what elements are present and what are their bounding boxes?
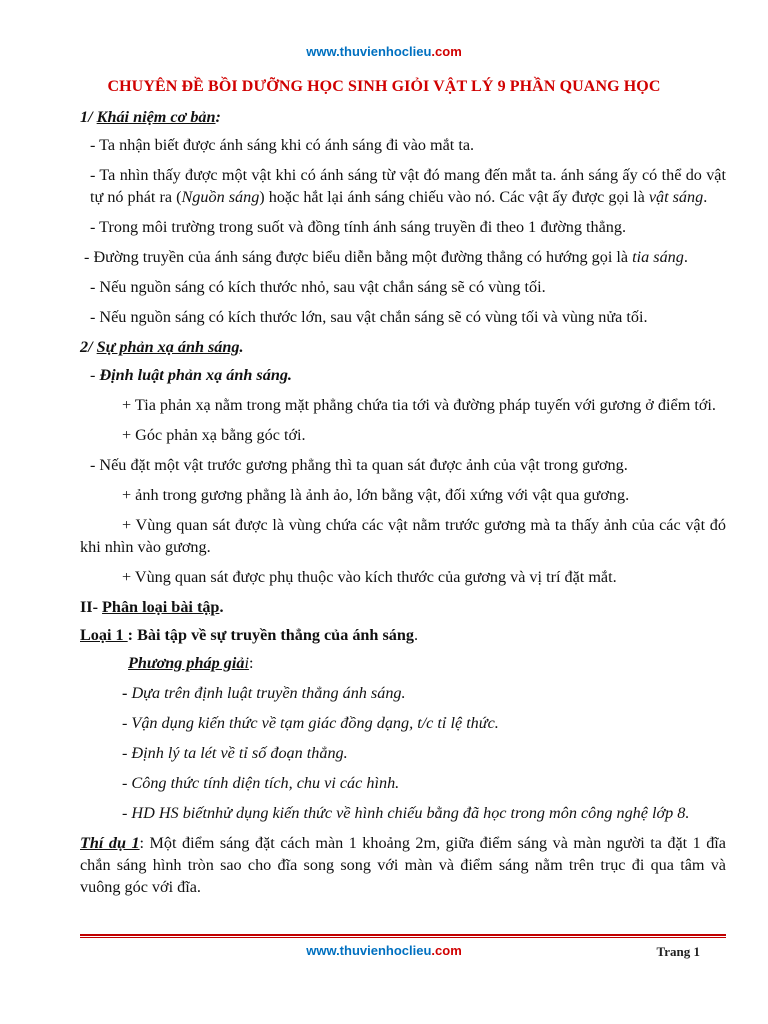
paragraph: - Trong môi trường trong suốt và đồng tính ánh sáng truyền đi theo 1 đường thẳng. bbox=[90, 218, 626, 236]
subheading-law: - Định luật phản xạ ánh sáng. bbox=[90, 366, 292, 384]
method-item: - Công thức tính diện tích, chu vi các hình. bbox=[122, 774, 400, 792]
method-item: - Vận dụng kiến thức về tạm giác đồng dạng, t/c tỉ lệ thức. bbox=[122, 714, 499, 732]
paragraph: - Đường truyền của ánh sáng được biểu diễn bằng một đường thẳng có hướng gọi là tia sáng. bbox=[84, 248, 688, 266]
method-item: - Định lý ta lét về tỉ số đoạn thẳng. bbox=[122, 744, 348, 762]
footer-divider bbox=[80, 934, 726, 936]
paragraph: + Tia phản xạ nằm trong mặt phẳng chứa tia tới và đường pháp tuyến với gương ở điểm tới. bbox=[122, 396, 716, 414]
footer-site-name[interactable]: www.thuvienhoclieu bbox=[306, 943, 432, 958]
section1-heading: 1/ Khái niệm cơ bản: bbox=[80, 108, 221, 126]
exercise-type-heading: Loại 1 : Bài tập về sự truyền thẳng của ánh sáng. bbox=[80, 626, 419, 644]
method-item: - Dựa trên định luật truyền thẳng ánh sáng. bbox=[122, 684, 406, 702]
page-number: Trang 1 bbox=[656, 944, 700, 959]
header-site-name[interactable]: www.thuvienhoclieu bbox=[306, 44, 432, 59]
section3-heading: II- Phân loại bài tập. bbox=[80, 598, 224, 616]
document-body bbox=[80, 106, 726, 906]
paragraph: + Góc phản xạ bằng góc tới. bbox=[122, 426, 306, 444]
document-title: CHUYÊN ĐỀ BỒI DƯỠNG HỌC SINH GIỎI VẬT LÝ 9 PHẦN QUANG HỌC bbox=[107, 78, 661, 95]
footer-site-tld[interactable]: .com bbox=[431, 943, 462, 958]
paragraph: - Nếu đặt một vật trước gương phẳng thì ta quan sát được ảnh của vật trong gương. bbox=[90, 456, 628, 474]
paragraph: - Nếu nguồn sáng có kích thước nhỏ, sau vật chắn sáng sẽ có vùng tối. bbox=[90, 278, 546, 296]
method-heading: Phương pháp giải: bbox=[128, 654, 254, 672]
method-item: - HD HS biếtnhử dụng kiến thức về hình chiếu bằng đã học trong môn công nghệ lớp 8. bbox=[122, 804, 690, 822]
header-site[interactable] bbox=[0, 44, 768, 59]
footer-site[interactable] bbox=[0, 943, 768, 958]
section2-heading: 2/ Sự phản xạ ánh sáng. bbox=[80, 338, 244, 356]
footer-divider-thin bbox=[80, 937, 726, 938]
paragraph: + ảnh trong gương phẳng là ảnh ảo, lớn bằng vật, đối xứng với vật qua gương. bbox=[122, 486, 630, 504]
example-paragraph: Thí dụ 1: Một điểm sáng đặt cách màn 1 khoảng 2m, giữa điểm sáng và màn người ta đặt 1 đĩa chắn sáng hình tròn sao cho đĩa song song với màn và điểm sáng nằm trên trục đi qua tâm và vuông góc với đĩa. bbox=[80, 834, 726, 896]
header-site-tld[interactable]: .com bbox=[431, 44, 462, 59]
paragraph: - Nếu nguồn sáng có kích thước lớn, sau vật chắn sáng sẽ có vùng tối và vùng nửa tối. bbox=[90, 308, 648, 326]
paragraph: + Vùng quan sát được phụ thuộc vào kích thước của gương và vị trí đặt mắt. bbox=[122, 568, 617, 586]
paragraph: + Vùng quan sát được là vùng chứa các vật nằm trước gương mà ta thấy ảnh của các vật đó khi nhìn vào gương. bbox=[80, 516, 726, 556]
paragraph: - Ta nhìn thấy được một vật khi có ánh sáng từ vật đó mang đến mắt ta. ánh sáng ấy có thể do vật tự nó phát ra (Nguồn sáng) hoặc hắt lại ánh sáng chiếu vào nó. Các vật ấy được gọi là vật sáng. bbox=[90, 166, 726, 206]
paragraph: - Ta nhận biết được ánh sáng khi có ánh sáng đi vào mắt ta. bbox=[90, 136, 475, 154]
